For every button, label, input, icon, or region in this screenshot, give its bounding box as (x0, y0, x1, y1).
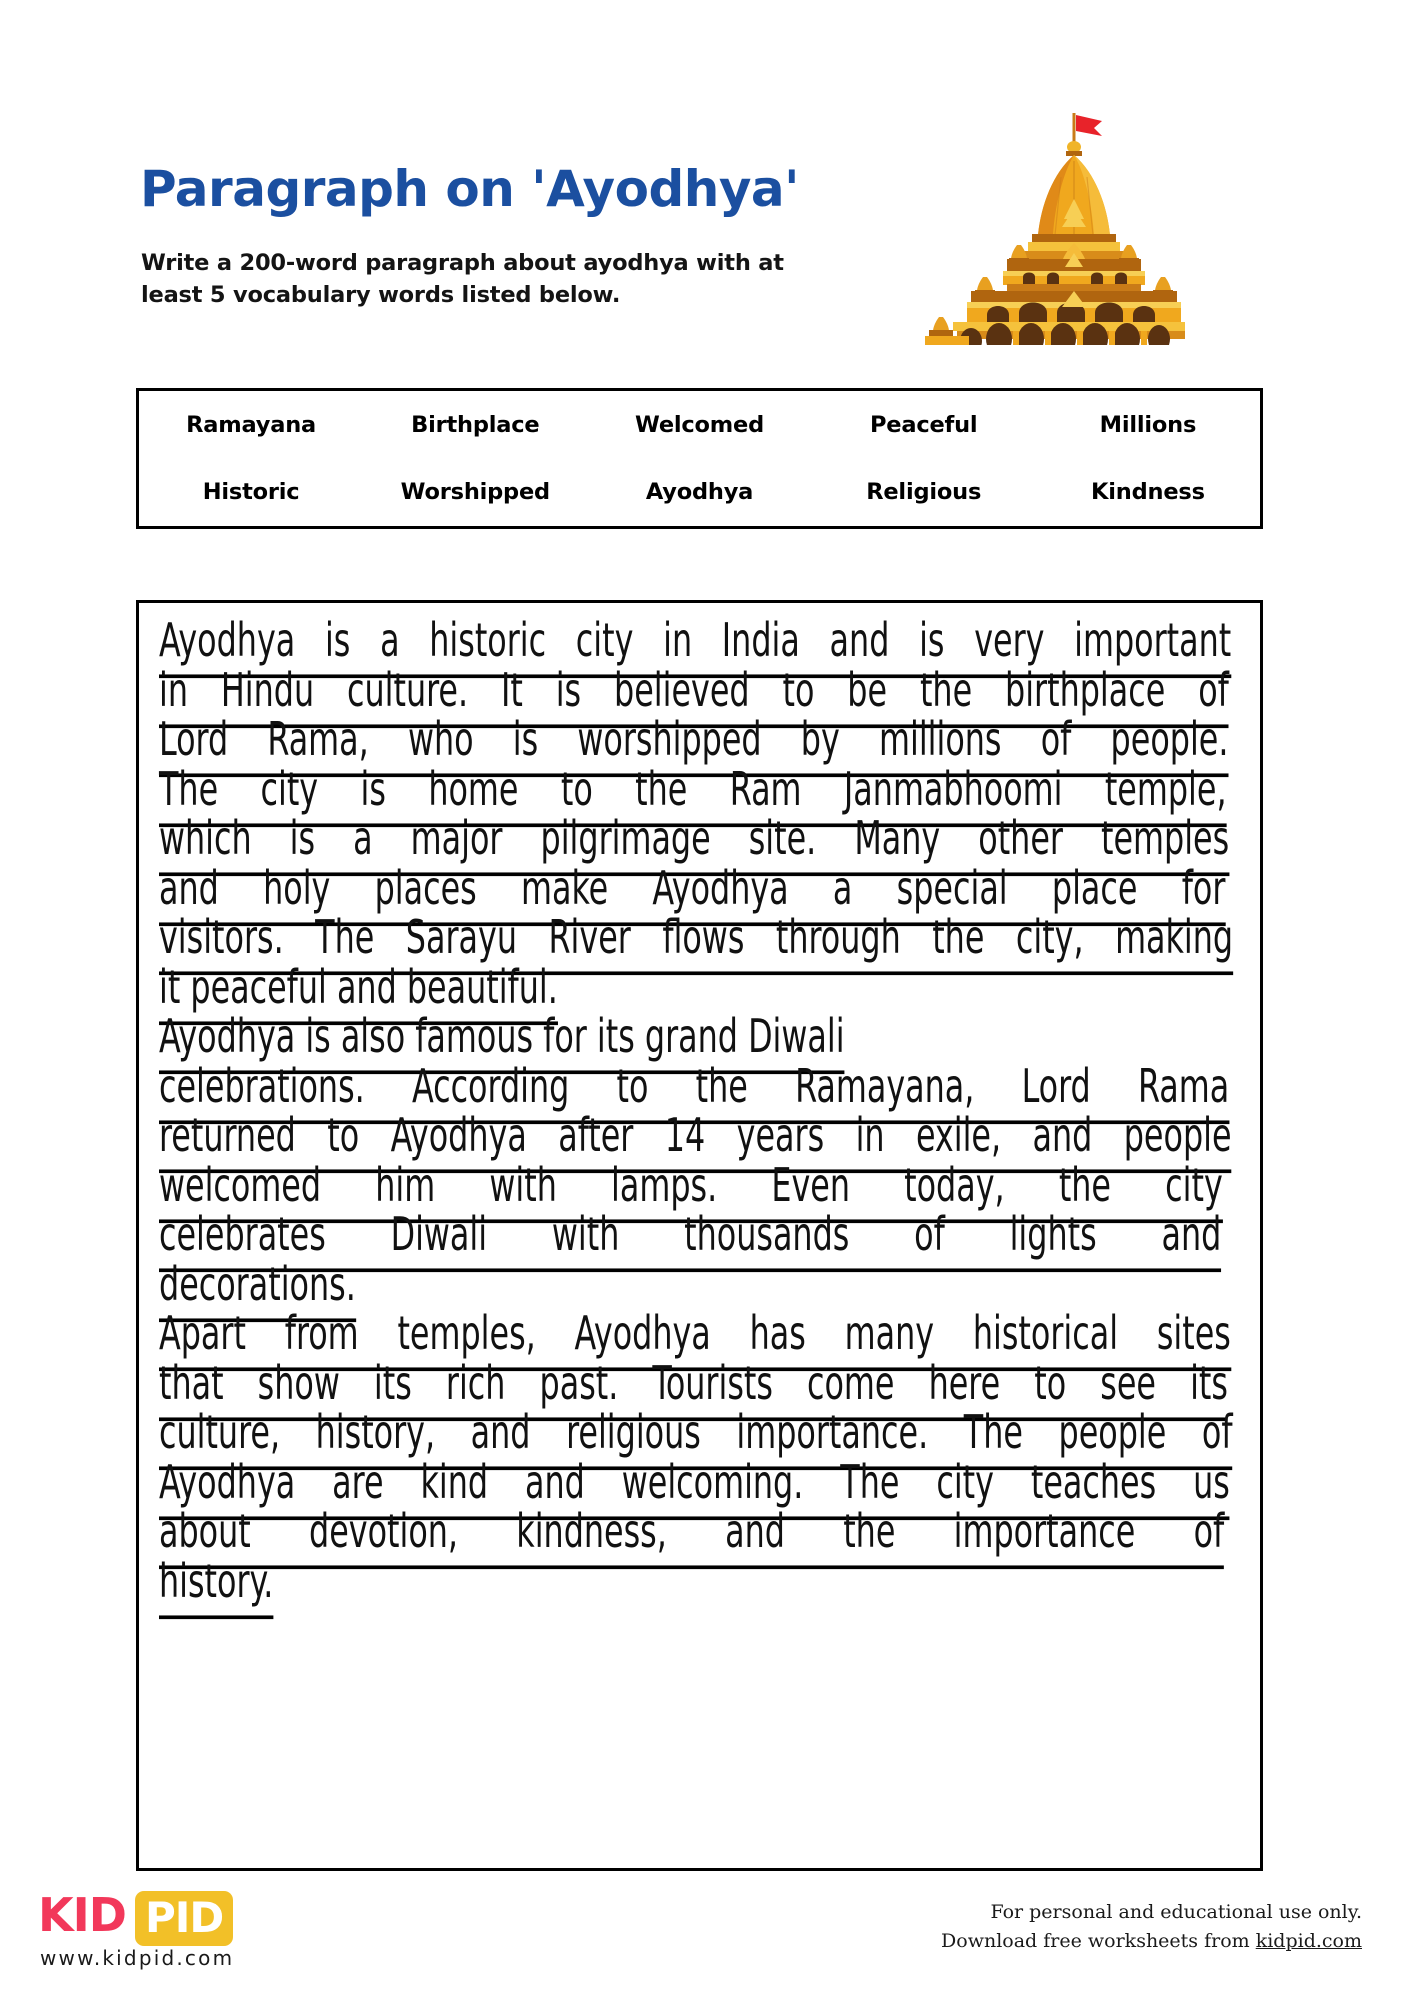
answer-line-text: culture, history, and religious importance. The people of (159, 1403, 1233, 1469)
ram-mandir-temple-illustration (895, 95, 1185, 345)
answer-line-text: Ayodhya is also famous for its grand Diwali (159, 1007, 845, 1073)
footer-notice (941, 1898, 1362, 1957)
answer-paragraph-box[interactable] (136, 600, 1263, 1871)
answer-paragraph (159, 1306, 1240, 1608)
answer-line (159, 1553, 1240, 1608)
kidpid-logo[interactable] (38, 1888, 258, 1940)
answer-line-text: returned to Ayodhya after 14 years in exile, and people (159, 1106, 1232, 1172)
answer-line (159, 1306, 1240, 1361)
answer-line-text: celebrates Diwali with thousands of lights and (159, 1205, 1221, 1271)
answer-line (159, 613, 1240, 668)
vocabulary-word: Worshipped (400, 479, 550, 506)
answer-line-text: Lord Rama, who is worshipped by millions of people. (159, 710, 1228, 776)
answer-line (159, 1504, 1240, 1559)
vocabulary-row (139, 391, 1260, 459)
vocabulary-word: Welcomed (635, 411, 764, 438)
page-title: Paragraph on 'Ayodhya' (140, 160, 799, 218)
answer-line-text: in Hindu culture. It is believed to be the birthplace of (159, 661, 1229, 727)
footer-notice-line-2 (941, 1927, 1362, 1956)
vocabulary-word: Millions (1099, 411, 1197, 438)
vocabulary-word: Peaceful (869, 411, 978, 438)
flag-icon (1076, 115, 1102, 136)
instructions-text: Write a 200-word paragraph about ayodhya with at least 5 vocabulary words listed below. (141, 250, 784, 308)
answer-line-text: Ayodhya is a historic city in India and is very important (159, 611, 1231, 677)
vocabulary-word: Religious (866, 479, 982, 506)
answer-line-text: it peaceful and beautiful. (159, 958, 558, 1024)
answer-line-text: which is a major pilgrimage site. Many other temples (159, 809, 1229, 875)
answer-line (159, 1405, 1240, 1460)
answer-line-text: Ayodhya are kind and welcoming. The city teaches us (159, 1453, 1230, 1519)
answer-line (159, 1108, 1240, 1163)
answer-line (159, 1256, 1240, 1311)
vocabulary-word: Kindness (1091, 479, 1205, 506)
footer-website-url[interactable]: www.kidpid.com (40, 1946, 235, 1970)
answer-line-text: The city is home to the Ram Janmabhoomi temple, (159, 760, 1227, 826)
footer-download-link[interactable]: kidpid.com (1255, 1930, 1362, 1953)
answer-line-text: visitors. The Sarayu River flows through the city, making (159, 908, 1233, 974)
logo-kid-text: KID (38, 1888, 126, 1942)
answer-line (159, 910, 1240, 965)
footer-notice-line-1: For personal and educational use only. (990, 1901, 1362, 1923)
answer-text (159, 613, 1240, 1608)
answer-line (159, 712, 1240, 767)
answer-line-text: history. (159, 1552, 273, 1618)
footer-notice-prefix: Download free worksheets from (941, 1930, 1256, 1953)
answer-line-text: about devotion, kindness, and the importance of (159, 1502, 1224, 1568)
answer-line (159, 1058, 1240, 1113)
vocabulary-word: Ramayana (186, 411, 317, 438)
answer-line (159, 761, 1240, 816)
answer-line-text: and holy places make Ayodhya a special place for (159, 859, 1225, 925)
answer-line-text: welcomed him with lamps. Even today, the city (159, 1156, 1223, 1222)
answer-line (159, 860, 1240, 915)
answer-line-text: decorations. (159, 1255, 356, 1321)
answer-line-text: celebrations. According to the Ramayana, Lord Rama (159, 1057, 1229, 1123)
vocabulary-word-bank (136, 388, 1263, 529)
answer-line (159, 1355, 1240, 1410)
answer-line (159, 1157, 1240, 1212)
vocabulary-row (139, 459, 1260, 527)
vocabulary-word: Birthplace (411, 411, 540, 438)
answer-line (159, 811, 1240, 866)
answer-line (159, 959, 1240, 1014)
answer-line (159, 1454, 1240, 1509)
logo-pid-badge (135, 1891, 233, 1946)
answer-line-text: that show its rich past. Tourists come here to see its (159, 1354, 1228, 1420)
logo-pid-text: PID (145, 1893, 224, 1942)
vocabulary-word: Ayodhya (645, 479, 754, 506)
vocabulary-word: Historic (202, 479, 300, 506)
answer-paragraph (159, 613, 1240, 1014)
answer-paragraph (159, 1009, 1240, 1311)
answer-line (159, 1009, 1240, 1064)
answer-line (159, 662, 1240, 717)
worksheet-header (0, 0, 1414, 380)
answer-line (159, 1207, 1240, 1262)
answer-line-text: Apart from temples, Ayodhya has many historical sites (159, 1304, 1231, 1370)
worksheet-footer (0, 1880, 1414, 2000)
